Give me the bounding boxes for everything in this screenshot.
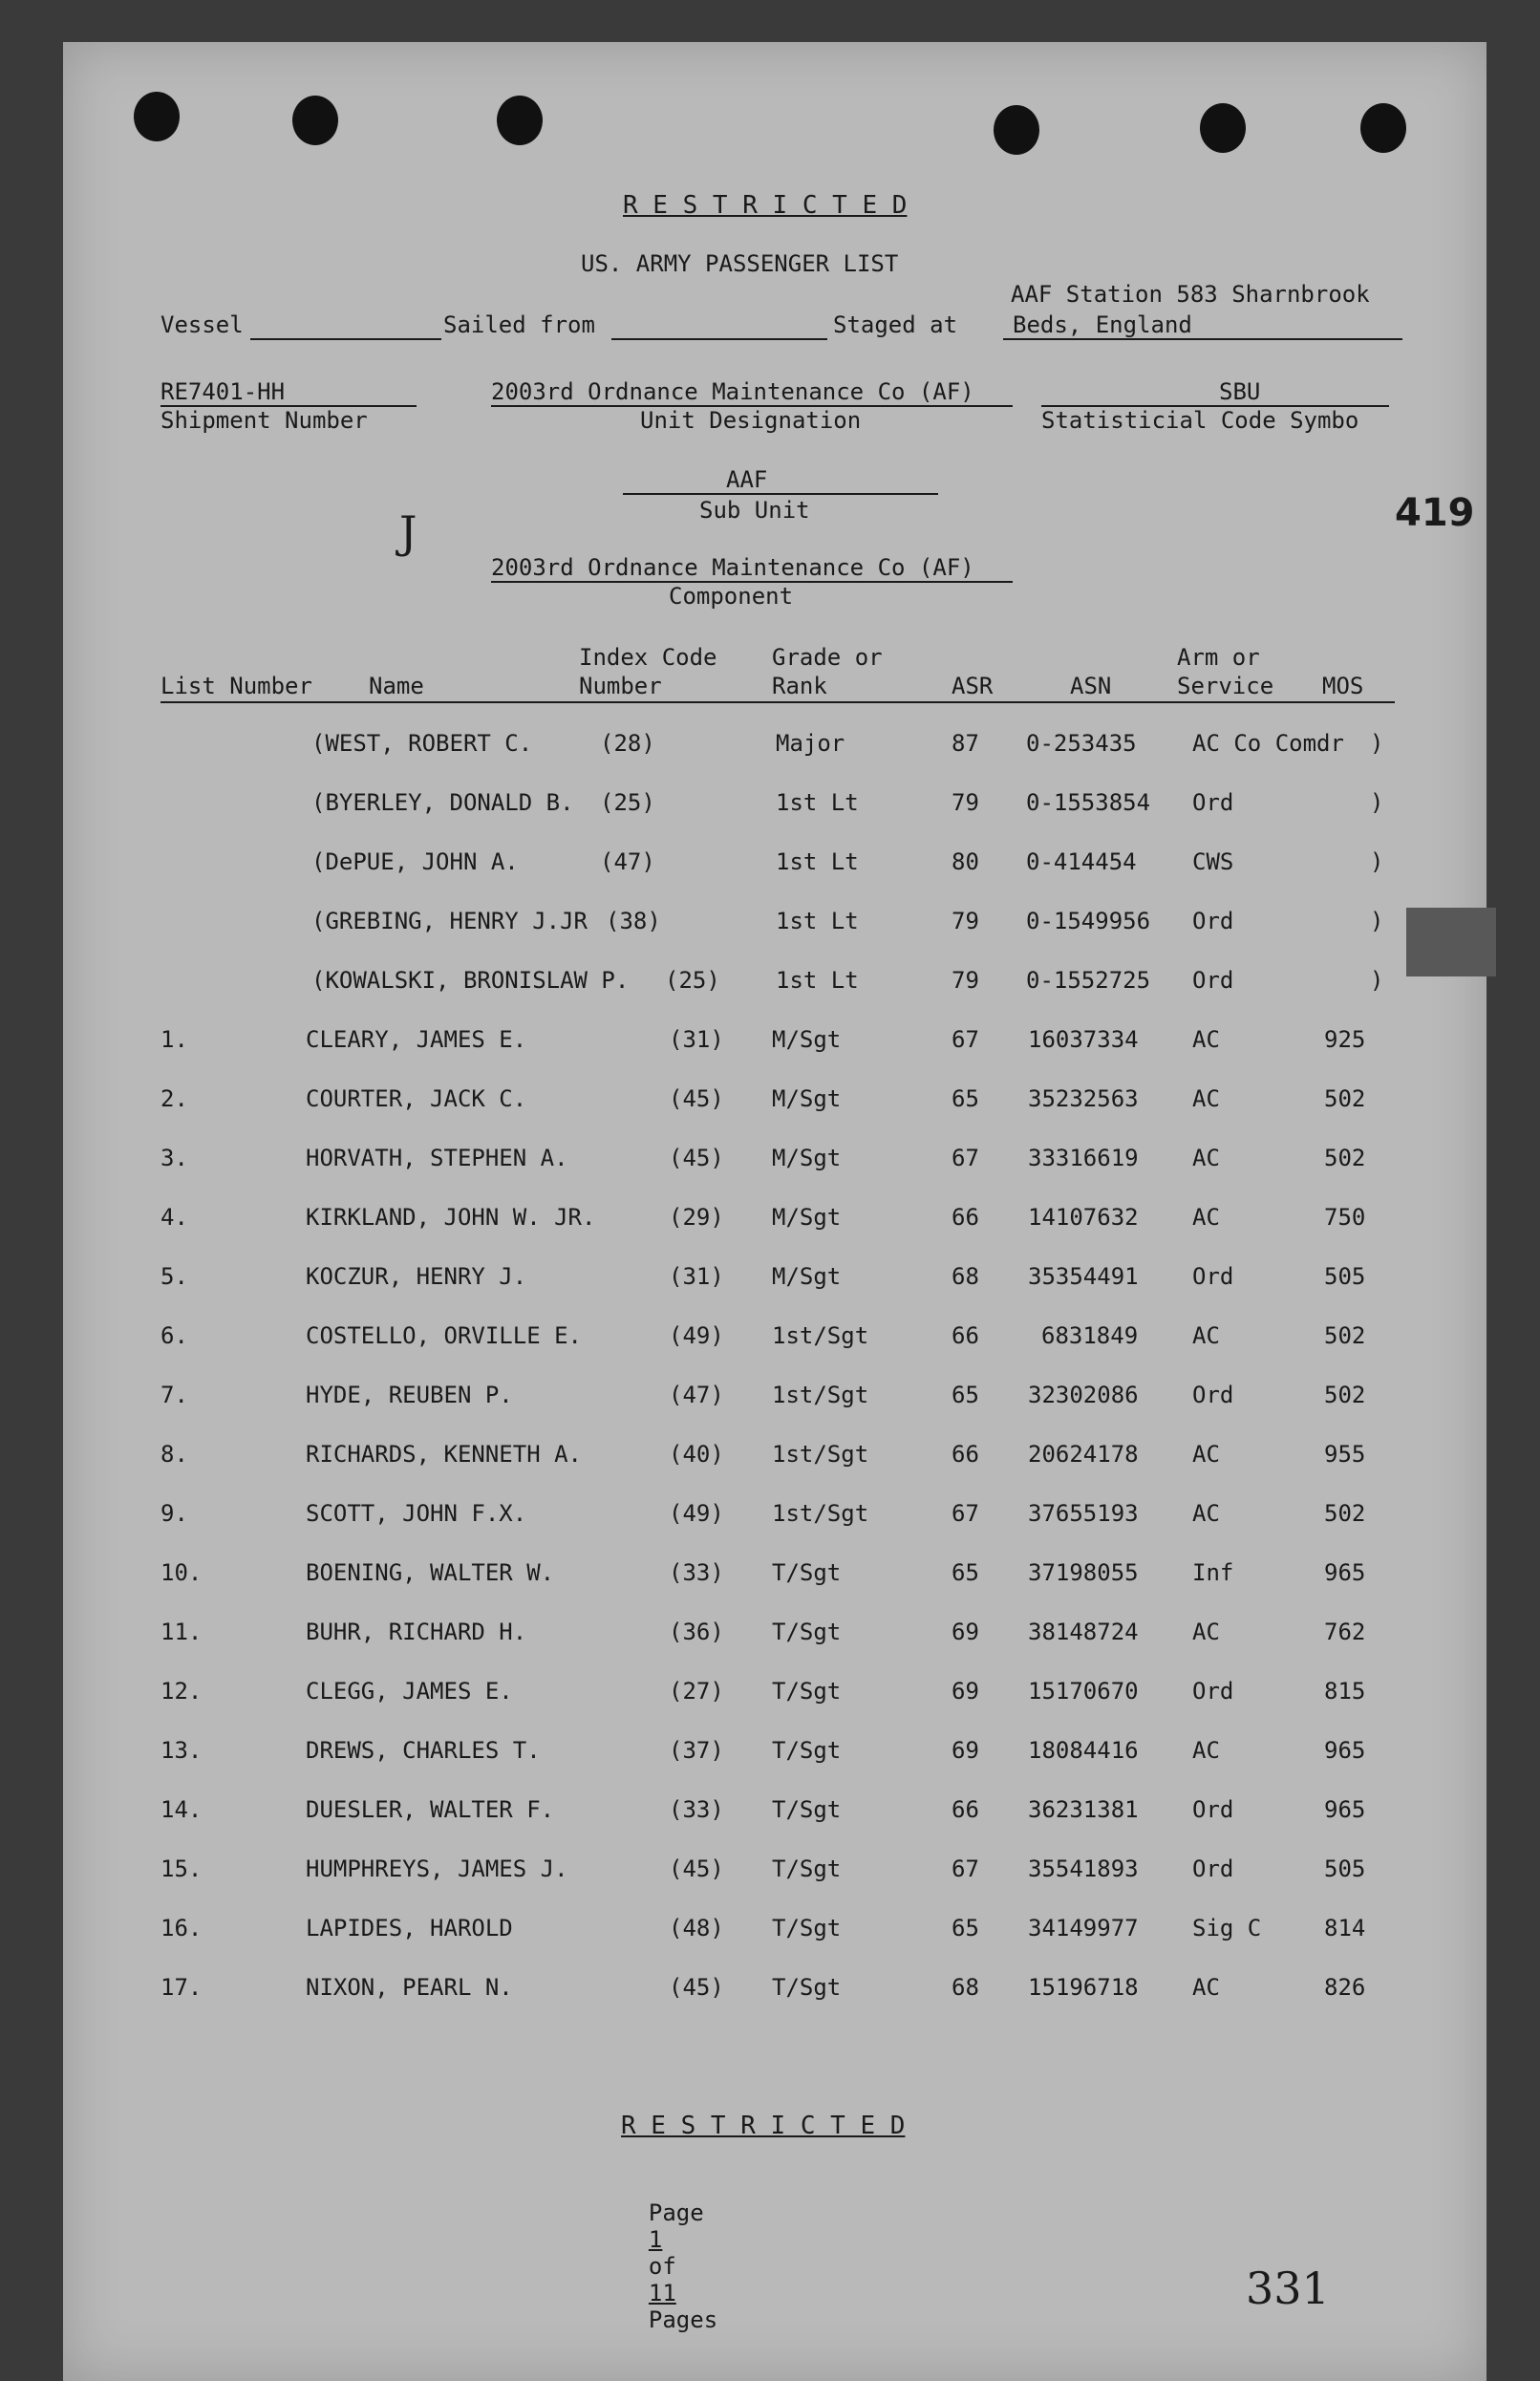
officer-name: (WEST, ROBERT C. [311, 730, 533, 757]
officer-name: (DePUE, JOHN A. [311, 848, 519, 875]
mos: 965 [1324, 1559, 1366, 1586]
asn: 15170670 [1028, 1678, 1139, 1705]
grade: T/Sgt [772, 1915, 842, 1941]
passenger-name: DUESLER, WALTER F. [306, 1796, 555, 1823]
mos: 925 [1324, 1026, 1366, 1053]
mos: 505 [1324, 1263, 1366, 1290]
index-code: (48) [669, 1915, 724, 1941]
index-code: (33) [669, 1559, 724, 1586]
asn: 0-1553854 [1026, 789, 1151, 816]
list-number: 5. [160, 1263, 188, 1290]
asr: 66 [952, 1322, 979, 1349]
passenger-name: HUMPHREYS, JAMES J. [306, 1855, 568, 1882]
mos: 965 [1324, 1796, 1366, 1823]
punch-hole [1200, 103, 1246, 153]
arm-service: Ord [1192, 1796, 1234, 1823]
mos: 815 [1324, 1678, 1366, 1705]
enlisted-row [0, 1322, 1540, 1361]
passenger-name: NIXON, PEARL N. [306, 1974, 513, 2001]
officer-name: (KOWALSKI, BRONISLAW P. [311, 967, 630, 994]
mos: 502 [1324, 1382, 1366, 1408]
unit-designation: 2003rd Ordnance Maintenance Co (AF) [491, 378, 974, 405]
enlisted-row [0, 1737, 1540, 1775]
asr: 66 [952, 1441, 979, 1468]
staged-at-blank [1003, 338, 1402, 340]
sailed-from-label: Sailed from [443, 311, 595, 338]
passenger-name: COURTER, JACK C. [306, 1085, 527, 1112]
grade: 1st/Sgt [772, 1382, 869, 1408]
grade: Major [776, 730, 845, 757]
vessel-label: Vessel [160, 311, 244, 338]
passenger-name: COSTELLO, ORVILLE E. [306, 1322, 582, 1349]
asn: 35232563 [1028, 1085, 1139, 1112]
index-code: (47) [600, 848, 655, 875]
asn: 33316619 [1028, 1145, 1139, 1171]
station-line: AAF Station 583 Sharnbrook [1011, 281, 1370, 308]
passenger-name: HORVATH, STEPHEN A. [306, 1145, 568, 1171]
passenger-name: SCOTT, JOHN F.X. [306, 1500, 527, 1527]
unit-designation-label: Unit Designation [640, 407, 862, 434]
arm-service: AC [1192, 1500, 1220, 1527]
asn: 16037334 [1028, 1026, 1139, 1053]
staged-at-label: Staged at [833, 311, 958, 338]
passenger-name: HYDE, REUBEN P. [306, 1382, 513, 1408]
asr: 67 [952, 1145, 979, 1171]
arm-service: Sig C [1192, 1915, 1262, 1941]
passenger-name: KIRKLAND, JOHN W. JR. [306, 1204, 596, 1231]
enlisted-row [0, 1145, 1540, 1183]
arm-service: Ord [1192, 967, 1234, 994]
asr: 65 [952, 1085, 979, 1112]
bracket: ) [1370, 789, 1384, 816]
asn: 32302086 [1028, 1382, 1139, 1408]
list-number: 7. [160, 1382, 188, 1408]
asn: 18084416 [1028, 1737, 1139, 1764]
punch-hole [1360, 103, 1406, 153]
asr: 67 [952, 1500, 979, 1527]
enlisted-row [0, 1915, 1540, 1953]
staged-at-value: Beds, England [1013, 311, 1192, 338]
asr: 79 [952, 908, 979, 934]
asr: 65 [952, 1382, 979, 1408]
arm-service: Inf [1192, 1559, 1234, 1586]
page-label: Page [648, 2199, 704, 2226]
arm-service: AC [1192, 1085, 1220, 1112]
arm-service: AC [1192, 1619, 1220, 1645]
punch-hole [134, 92, 180, 141]
page-current: 1 [648, 2226, 663, 2253]
mos: 814 [1324, 1915, 1366, 1941]
mos: 502 [1324, 1145, 1366, 1171]
asn: 36231381 [1028, 1796, 1139, 1823]
list-number: 14. [160, 1796, 203, 1823]
index-code: (45) [669, 1085, 724, 1112]
col-list-number: List Number [160, 673, 312, 699]
index-code: (45) [669, 1974, 724, 2001]
officer-row [0, 967, 1540, 1005]
asr: 66 [952, 1796, 979, 1823]
list-number: 12. [160, 1678, 203, 1705]
passenger-name: RICHARDS, KENNETH A. [306, 1441, 582, 1468]
enlisted-row [0, 1678, 1540, 1716]
list-number: 13. [160, 1737, 203, 1764]
col-asr: ASR [952, 673, 994, 699]
sub-unit-line [623, 493, 938, 495]
mos: 965 [1324, 1737, 1366, 1764]
handwritten-number: 331 [1246, 2263, 1330, 2314]
document-title: US. ARMY PASSENGER LIST [581, 250, 899, 277]
asn: 37198055 [1028, 1559, 1139, 1586]
arm-service: Ord [1192, 1855, 1234, 1882]
list-number: 1. [160, 1026, 188, 1053]
index-code: (28) [600, 730, 655, 757]
statistical-code: SBU [1219, 378, 1261, 405]
header-rule [160, 701, 1395, 703]
arm-service: Ord [1192, 789, 1234, 816]
list-number: 9. [160, 1500, 188, 1527]
asr: 79 [952, 967, 979, 994]
arm-service: Ord [1192, 908, 1234, 934]
officer-name: (BYERLEY, DONALD B. [311, 789, 574, 816]
index-code: (45) [669, 1855, 724, 1882]
mos: 826 [1324, 1974, 1366, 2001]
enlisted-row [0, 1441, 1540, 1479]
index-code: (47) [669, 1382, 724, 1408]
bracket: ) [1370, 730, 1384, 757]
list-number: 8. [160, 1441, 188, 1468]
enlisted-row [0, 1974, 1540, 2012]
col-arm-1: Arm or [1177, 644, 1260, 671]
component: 2003rd Ordnance Maintenance Co (AF) [491, 554, 974, 581]
bracket: ) [1370, 967, 1384, 994]
index-code: (25) [665, 967, 720, 994]
grade: 1st Lt [776, 967, 859, 994]
officer-row [0, 908, 1540, 946]
vessel-blank [250, 338, 441, 340]
asr: 80 [952, 848, 979, 875]
index-code: (49) [669, 1500, 724, 1527]
asr: 67 [952, 1026, 979, 1053]
asn: 0-1552725 [1026, 967, 1151, 994]
officer-row [0, 730, 1540, 768]
asn: 0-414454 [1026, 848, 1137, 875]
page-of: of [648, 2253, 676, 2280]
index-code: (29) [669, 1204, 724, 1231]
index-code: (33) [669, 1796, 724, 1823]
sub-unit: AAF [726, 466, 768, 493]
asr: 87 [952, 730, 979, 757]
mos: 502 [1324, 1085, 1366, 1112]
enlisted-row [0, 1619, 1540, 1657]
enlisted-row [0, 1263, 1540, 1301]
list-number: 15. [160, 1855, 203, 1882]
asn: 20624178 [1028, 1441, 1139, 1468]
index-code: (45) [669, 1145, 724, 1171]
grade: T/Sgt [772, 1678, 842, 1705]
grade: M/Sgt [772, 1145, 842, 1171]
page-total: 11 [648, 2280, 676, 2306]
arm-service: AC Co Comdr [1192, 730, 1344, 757]
passenger-name: LAPIDES, HAROLD [306, 1915, 513, 1941]
enlisted-row [0, 1855, 1540, 1894]
shipment-number: RE7401-HH [160, 378, 286, 405]
punch-hole [497, 96, 543, 145]
arm-service: AC [1192, 1322, 1220, 1349]
pages-label: Pages [648, 2306, 718, 2333]
officer-row [0, 789, 1540, 827]
asn: 14107632 [1028, 1204, 1139, 1231]
passenger-name: BUHR, RICHARD H. [306, 1619, 527, 1645]
list-number: 17. [160, 1974, 203, 2001]
asn: 15196718 [1028, 1974, 1139, 2001]
statistical-code-label: Statisticial Code Symbo [1041, 407, 1359, 434]
grade: 1st Lt [776, 848, 859, 875]
arm-service: CWS [1192, 848, 1234, 875]
grade: T/Sgt [772, 1737, 842, 1764]
asn: 35354491 [1028, 1263, 1139, 1290]
bracket: ) [1370, 848, 1384, 875]
grade: 1st Lt [776, 789, 859, 816]
index-code: (37) [669, 1737, 724, 1764]
asn: 37655193 [1028, 1500, 1139, 1527]
punch-hole [994, 105, 1039, 155]
asr: 66 [952, 1204, 979, 1231]
list-number: 2. [160, 1085, 188, 1112]
index-code: (40) [669, 1441, 724, 1468]
list-number: 11. [160, 1619, 203, 1645]
col-asn: ASN [1070, 673, 1112, 699]
mos: 505 [1324, 1855, 1366, 1882]
grade: M/Sgt [772, 1085, 842, 1112]
page-stamp: 419 [1395, 491, 1475, 535]
asr: 65 [952, 1559, 979, 1586]
bracket: ) [1370, 908, 1384, 934]
asr: 69 [952, 1737, 979, 1764]
enlisted-row [0, 1026, 1540, 1064]
index-code: (25) [600, 789, 655, 816]
asr: 69 [952, 1619, 979, 1645]
passenger-name: KOCZUR, HENRY J. [306, 1263, 527, 1290]
grade: M/Sgt [772, 1026, 842, 1053]
asn: 35541893 [1028, 1855, 1139, 1882]
mos: 762 [1324, 1619, 1366, 1645]
arm-service: AC [1192, 1145, 1220, 1171]
asn: 0-1549956 [1026, 908, 1151, 934]
asr: 67 [952, 1855, 979, 1882]
enlisted-row [0, 1559, 1540, 1598]
passenger-name: CLEARY, JAMES E. [306, 1026, 527, 1053]
arm-service: AC [1192, 1441, 1220, 1468]
asn: 38148724 [1028, 1619, 1139, 1645]
page-indicator [621, 2173, 717, 2333]
grade: M/Sgt [772, 1204, 842, 1231]
list-number: 16. [160, 1915, 203, 1941]
grade: 1st Lt [776, 908, 859, 934]
sub-unit-label: Sub Unit [699, 497, 810, 524]
col-index-code-2: Number [579, 673, 662, 699]
passenger-name: DREWS, CHARLES T. [306, 1737, 541, 1764]
arm-service: AC [1192, 1026, 1220, 1053]
enlisted-row [0, 1085, 1540, 1124]
list-number: 10. [160, 1559, 203, 1586]
mos: 750 [1324, 1204, 1366, 1231]
list-number: 3. [160, 1145, 188, 1171]
col-name: Name [369, 673, 424, 699]
col-index-code-1: Index Code [579, 644, 717, 671]
index-code: (38) [606, 908, 661, 934]
arm-service: AC [1192, 1204, 1220, 1231]
asr: 68 [952, 1263, 979, 1290]
arm-service: Ord [1192, 1382, 1234, 1408]
grade: 1st/Sgt [772, 1441, 869, 1468]
mos: 502 [1324, 1500, 1366, 1527]
grade: M/Sgt [772, 1263, 842, 1290]
enlisted-row [0, 1382, 1540, 1420]
officer-name: (GREBING, HENRY J.JR [311, 908, 588, 934]
asr: 69 [952, 1678, 979, 1705]
index-code: (49) [669, 1322, 724, 1349]
grade: T/Sgt [772, 1855, 842, 1882]
arm-service: Ord [1192, 1263, 1234, 1290]
col-grade-2: Rank [772, 673, 827, 699]
arm-service: AC [1192, 1737, 1220, 1764]
grade: 1st/Sgt [772, 1322, 869, 1349]
mos: 955 [1324, 1441, 1366, 1468]
list-number: 4. [160, 1204, 188, 1231]
col-grade-1: Grade or [772, 644, 883, 671]
index-code: (31) [669, 1263, 724, 1290]
index-code: (36) [669, 1619, 724, 1645]
enlisted-row [0, 1500, 1540, 1538]
list-number: 6. [160, 1322, 188, 1349]
grade: T/Sgt [772, 1974, 842, 2001]
grade: T/Sgt [772, 1796, 842, 1823]
grade: 1st/Sgt [772, 1500, 869, 1527]
grade: T/Sgt [772, 1559, 842, 1586]
officer-row [0, 848, 1540, 887]
sailed-from-blank [611, 338, 827, 340]
enlisted-row [0, 1204, 1540, 1242]
mos: 502 [1324, 1322, 1366, 1349]
restricted-heading: R E S T R I C T E D [623, 191, 908, 220]
margin-mark: J [399, 506, 417, 558]
asr: 65 [952, 1915, 979, 1941]
punch-hole [292, 96, 338, 145]
restricted-footer: R E S T R I C T E D [621, 2112, 906, 2140]
asn: 0-253435 [1026, 730, 1137, 757]
index-code: (27) [669, 1678, 724, 1705]
col-mos: MOS [1322, 673, 1364, 699]
shipment-number-label: Shipment Number [160, 407, 368, 434]
asn: 6831849 [1041, 1322, 1139, 1349]
passenger-name: CLEGG, JAMES E. [306, 1678, 513, 1705]
grade: T/Sgt [772, 1619, 842, 1645]
asr: 68 [952, 1974, 979, 2001]
component-label: Component [669, 583, 794, 610]
arm-service: Ord [1192, 1678, 1234, 1705]
passenger-name: BOENING, WALTER W. [306, 1559, 555, 1586]
arm-service: AC [1192, 1974, 1220, 2001]
asn: 34149977 [1028, 1915, 1139, 1941]
asr: 79 [952, 789, 979, 816]
index-code: (31) [669, 1026, 724, 1053]
enlisted-row [0, 1796, 1540, 1834]
col-arm-2: Service [1177, 673, 1274, 699]
